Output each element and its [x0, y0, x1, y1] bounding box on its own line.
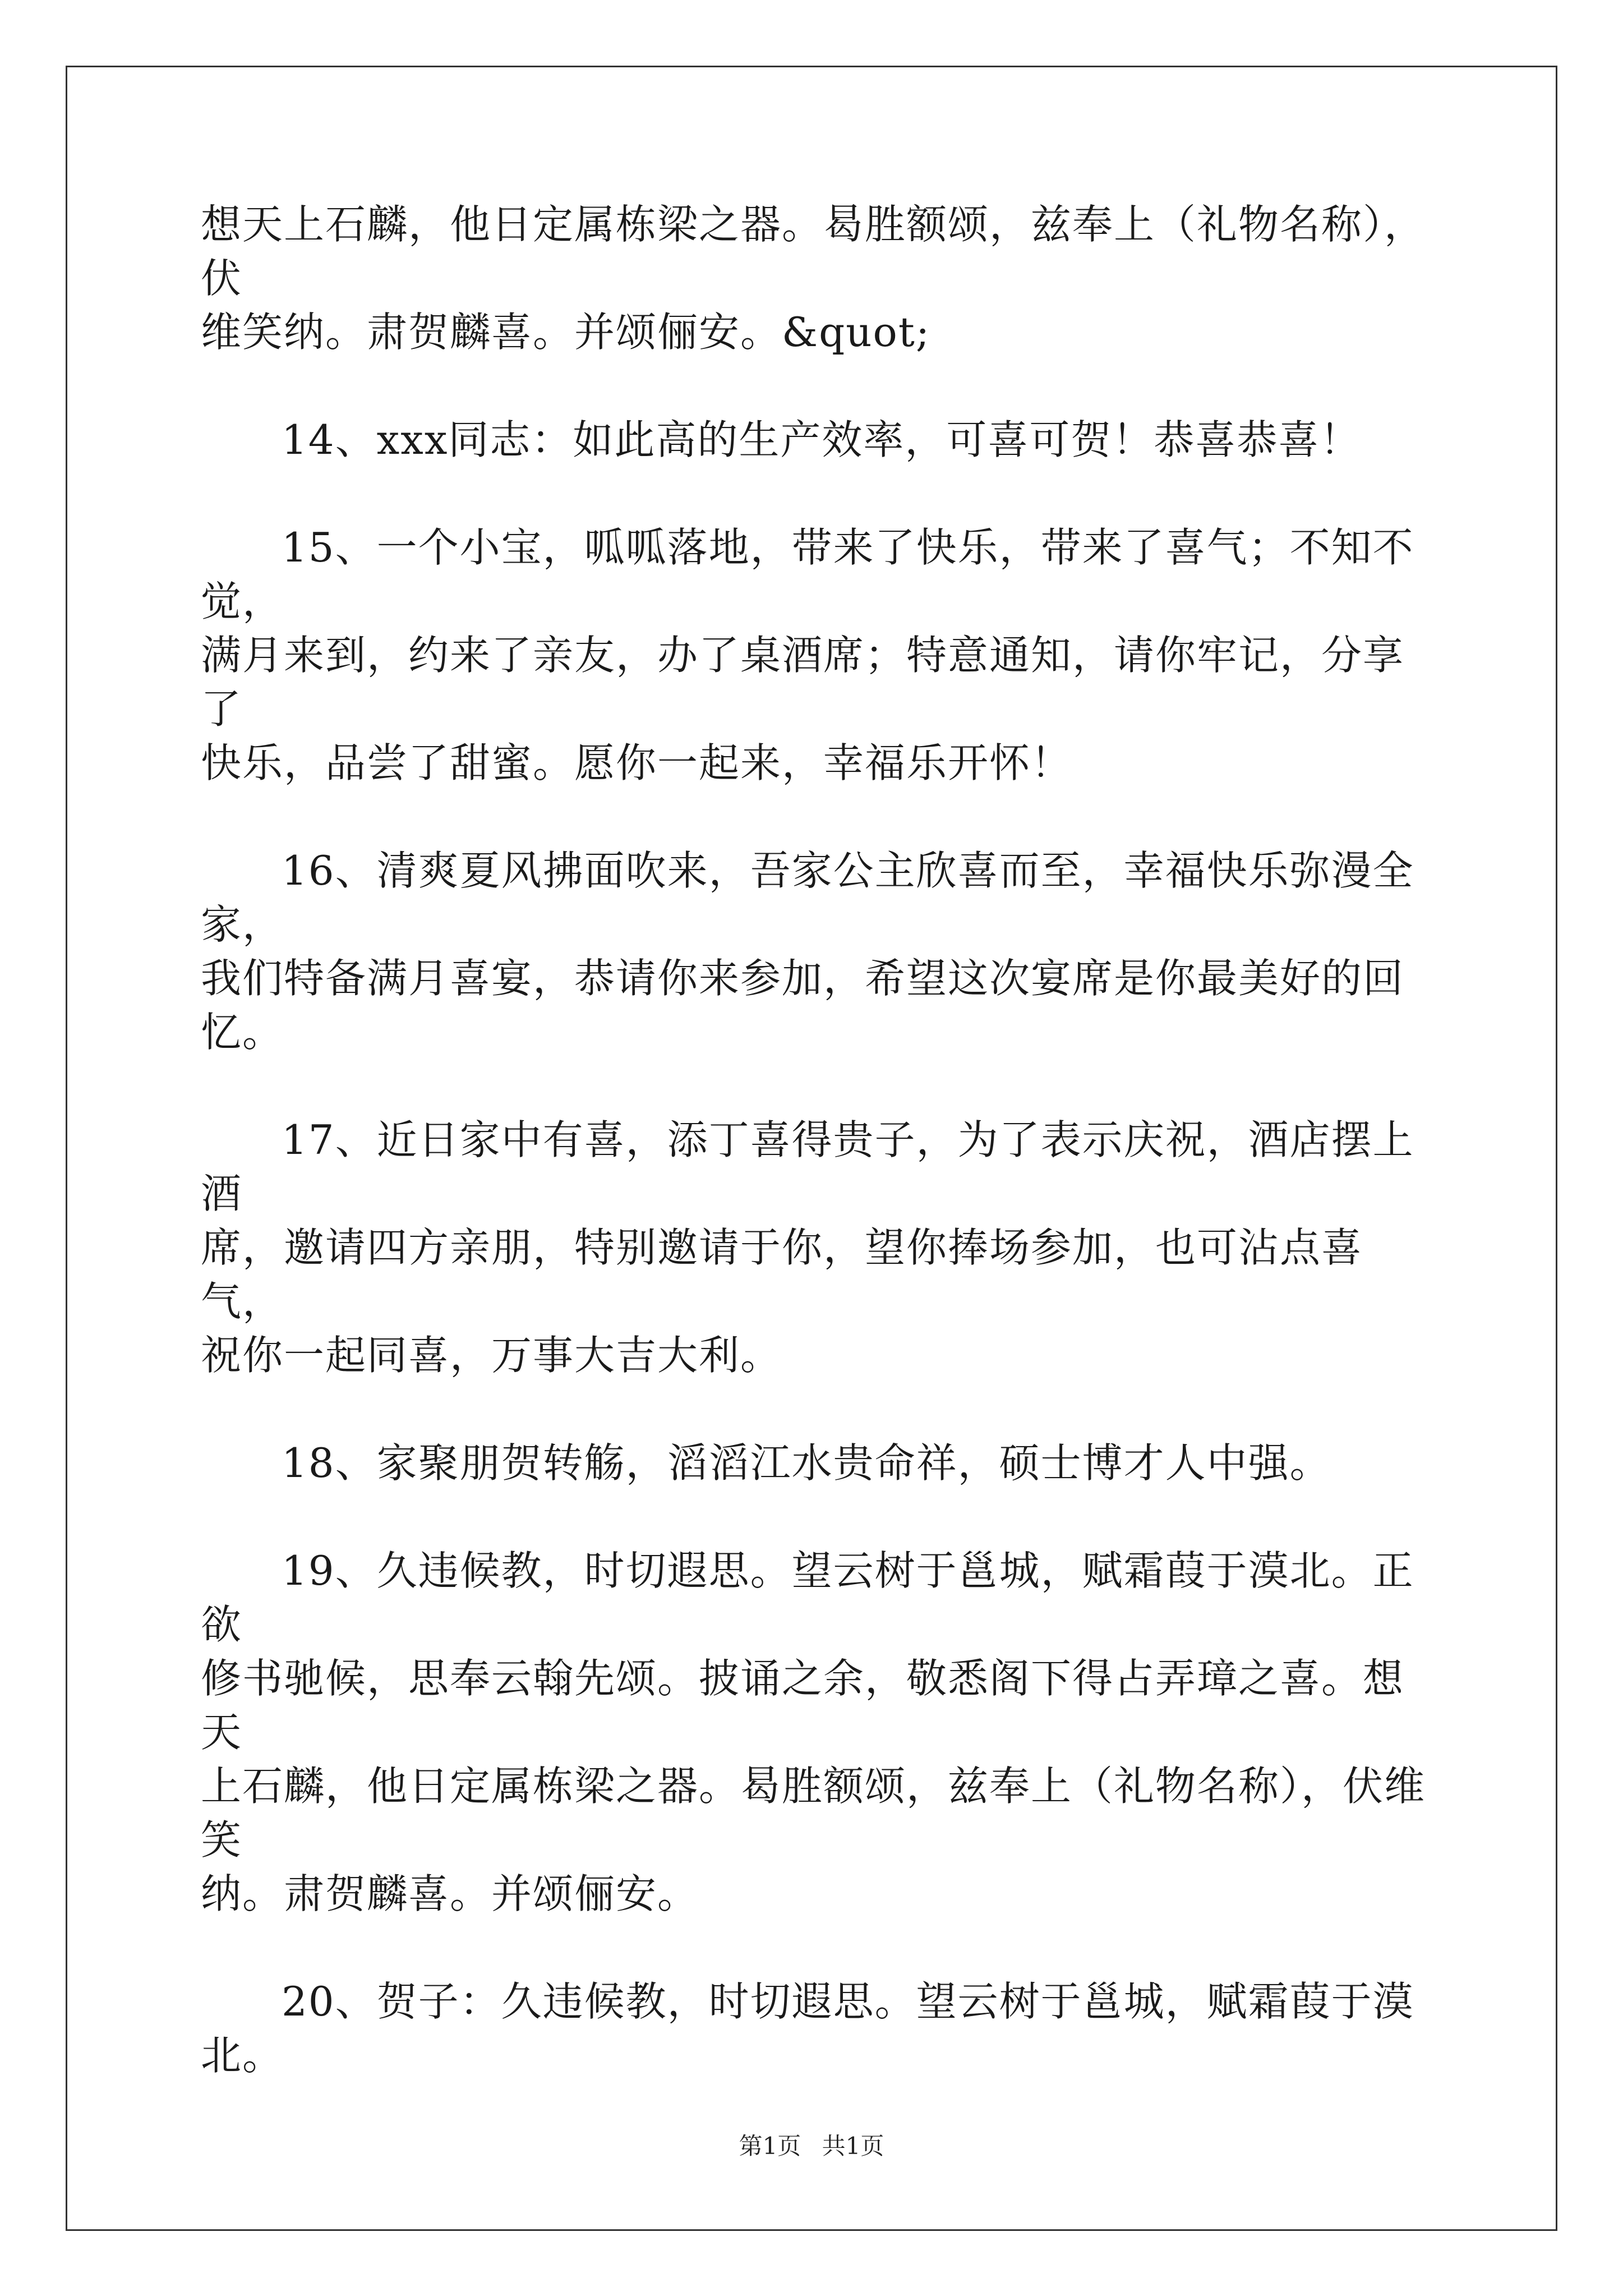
text-line: 17、近日家中有喜，添丁喜得贵子，为了表示庆祝，酒店摆上酒: [201, 1116, 1414, 1217]
page-number: 第1页: [739, 2132, 801, 2160]
paragraph-19: [201, 1544, 1435, 1921]
text-line: 上石麟，他日定属栋梁之器。曷胜额颂，兹奉上（礼物名称），伏维笑: [201, 1763, 1426, 1864]
text-line: 修书驰候，思奉云翰先颂。披诵之余，敬悉阁下得占弄璋之喜。想天: [201, 1655, 1405, 1756]
text-line: 19、久违候教，时切遐思。望云树于邕城，赋霜葭于漠北。正欲: [201, 1547, 1414, 1648]
text-line: 20、贺子：久违候教，时切遐思。望云树于邕城，赋霜葭于漠北。: [201, 1978, 1414, 2079]
text-line: 纳。肃贺麟喜。并颂俪安。: [201, 1870, 699, 1917]
text-line: 祝你一起同喜，万事大吉大利。: [201, 1332, 782, 1379]
paragraph-17: [201, 1113, 1435, 1382]
text-line: 快乐，品尝了甜蜜。愿你一起来，幸福乐开怀！: [201, 739, 1073, 786]
text-line: 我们特备满月喜宴，恭请你来参加，希望这次宴席是你最美好的回忆。: [201, 955, 1405, 1056]
text-line: 维笑纳。肃贺麟喜。并颂俪安。&quot;: [201, 309, 931, 356]
paragraph-continuation: [201, 197, 1435, 359]
page-total: 共1页: [822, 2132, 884, 2160]
paragraph-15: [201, 521, 1435, 790]
text-line: 14、xxx同志：如此高的生产效率，可喜可贺！恭喜恭喜！: [282, 416, 1362, 463]
text-line: 16、清爽夏风拂面吹来，吾家公主欣喜而至，幸福快乐弥漫全家，: [201, 847, 1414, 948]
page-footer: [0, 2128, 1623, 2161]
paragraph-16: [201, 844, 1435, 1059]
text-line: 18、家聚朋贺转觞，滔滔江水贵命祥，硕士博才人中强。: [282, 1439, 1331, 1487]
text-line: 席，邀请四方亲朋，特别邀请于你，望你捧场参加，也可沾点喜气，: [201, 1224, 1363, 1325]
paragraph-20: [201, 1975, 1435, 2082]
text-line: 想天上石麟，他日定属栋梁之器。曷胜额颂，兹奉上（礼物名称），伏: [201, 201, 1426, 302]
text-line: 满月来到，约来了亲友，办了桌酒席；特意通知，请你牢记，分享了: [201, 632, 1405, 733]
paragraph-14: [201, 413, 1435, 467]
text-line: 15、一个小宝，呱呱落地，带来了快乐，带来了喜气；不知不觉，: [201, 524, 1414, 625]
paragraph-18: [201, 1436, 1435, 1490]
document-body: [201, 197, 1435, 2136]
